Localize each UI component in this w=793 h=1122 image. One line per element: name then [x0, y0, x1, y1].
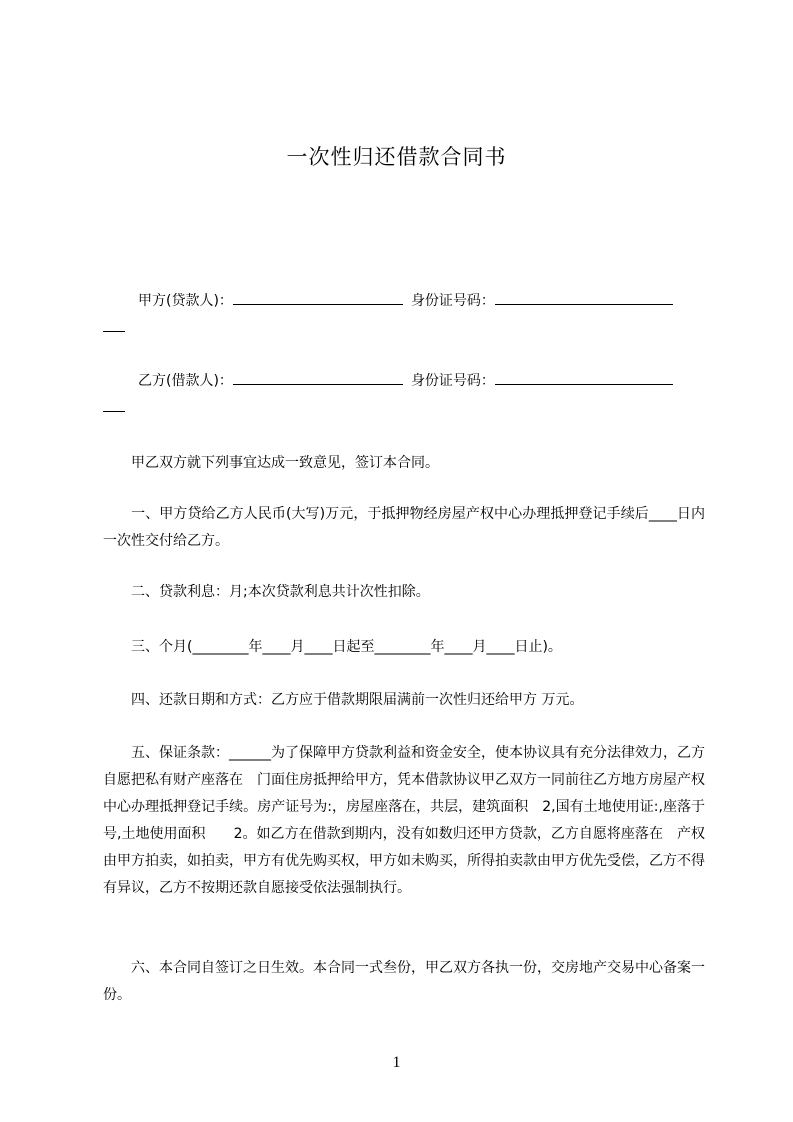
clause-6: 六、本合同自签订之日生效。本合同一式叁份，甲乙双方各执一份，交房地产交易中心备案一份。: [103, 960, 705, 1003]
clause-4: 四、还款日期和方式：乙方应于借款期限届满前一次性归还给甲方 万元。: [103, 692, 584, 708]
party-a-line: [103, 288, 705, 315]
party-b-line: [103, 368, 705, 395]
party-a-label: 甲方(贷款人)：: [138, 293, 233, 309]
party-b-name-blank: [233, 370, 403, 385]
party-b-id-blank: [495, 370, 673, 385]
party-b-id-label: 身份证号码：: [410, 373, 495, 389]
party-b-id-blank-continued: [103, 411, 125, 412]
document-title: 一次性归还借款合同书: [286, 145, 507, 169]
clause-1: 一、甲方贷给乙方人民币(大写)万元，于抵押物经房屋产权中心办理抵押登记手续后____日内一次性交付给乙方。: [103, 506, 705, 549]
party-a-id-label: 身份证号码：: [410, 293, 495, 309]
clause-3: 三、个月(________年____月____日起至________年____月____日止)。: [103, 639, 562, 655]
party-a-id-blank-continued: [103, 331, 125, 332]
intro-paragraph: 甲乙双方就下列事宜达成一致意见，签订本合同。: [103, 455, 439, 471]
party-b-label: 乙方(借款人)：: [138, 373, 233, 389]
clause-5: 五、保证条款：______为了保障甲方贷款利益和资金安全，使本协议具有充分法律效力，乙方自愿把私有财产座落在 门面住房抵押给甲方，凭本借款协议甲乙双方一同前往乙方地方房屋产权中心办理抵押登记手续。房产证号为:，房屋座落在，共层，建筑面积 2,国有土地使用证:,座落于号,土地使用面积 2。如乙方在借款到期内，没有如数归还甲方贷款，乙方自愿将座落在 产权由甲方拍卖，如拍卖，甲方有优先购买权，甲方如未购买，所得拍卖款由甲方优先受偿，乙方不得有异议，乙方不按期还款自愿接受依法强制执行。: [103, 745, 705, 896]
party-a-id-blank: [495, 290, 673, 305]
clause-2: 二、贷款利息：月;本次贷款利息共计次性扣除。: [103, 584, 430, 600]
page-number: 1: [392, 1054, 401, 1071]
party-a-name-blank: [233, 290, 403, 305]
